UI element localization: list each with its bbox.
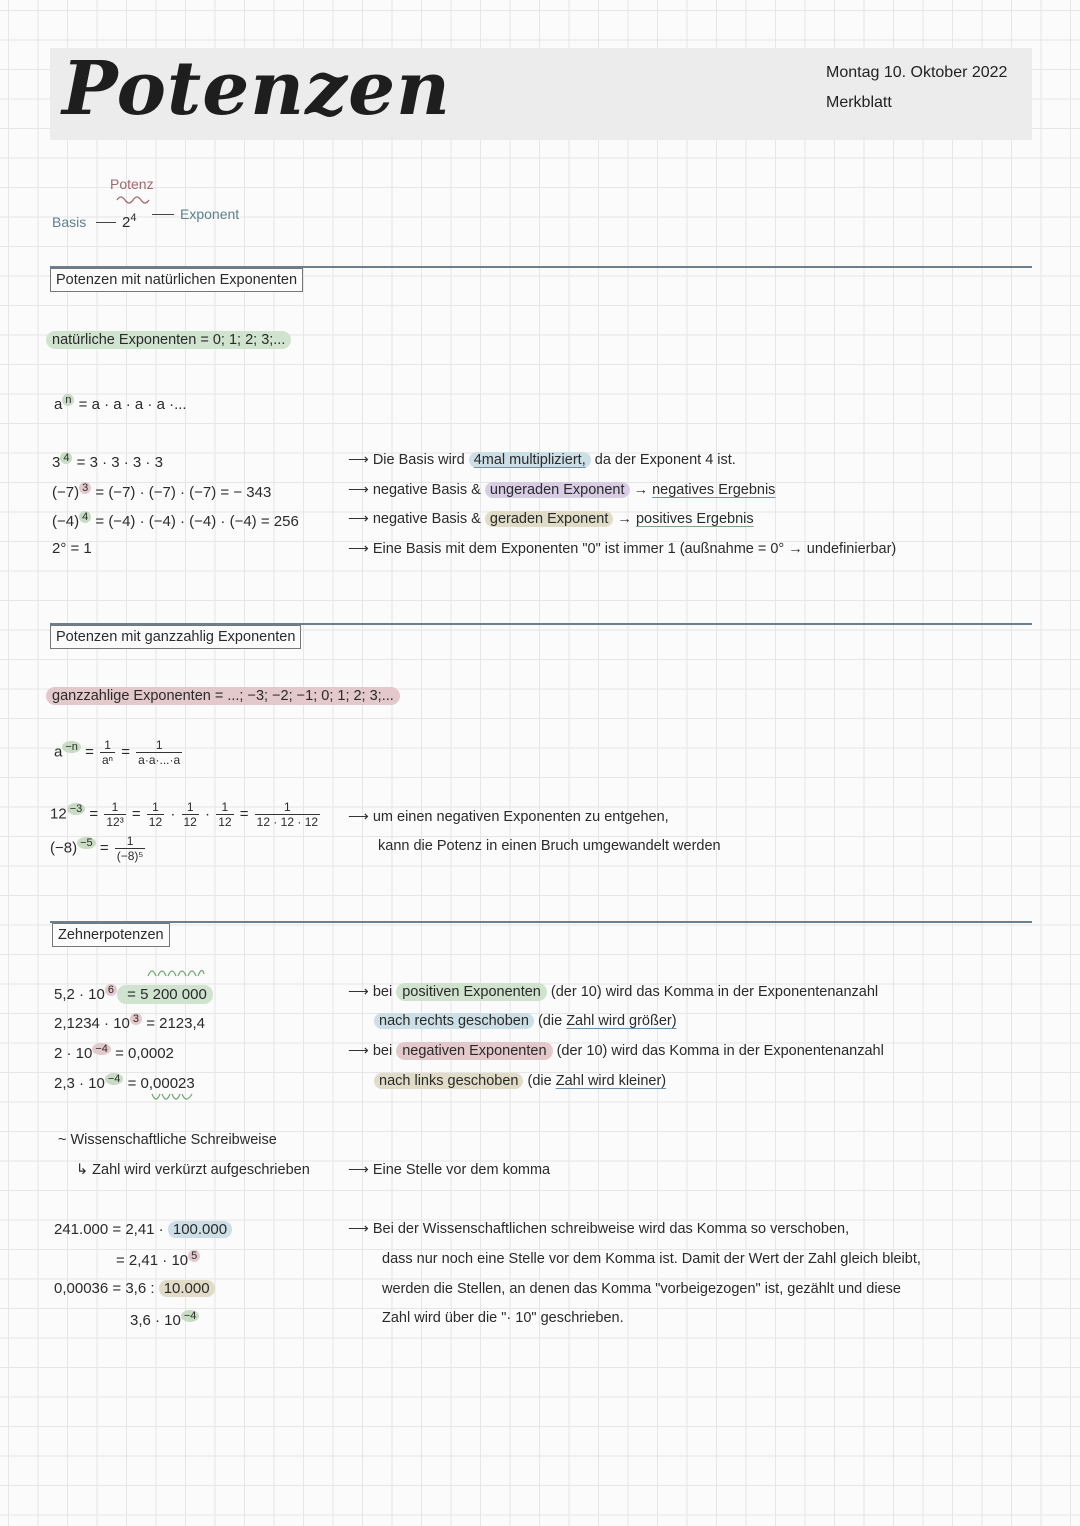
ex3-rest: = (−4) · (−4) · (−4) · (−4) = 256 bbox=[91, 513, 299, 530]
comma-shift-right-icon bbox=[146, 964, 206, 978]
sci-calc-1 bbox=[54, 1221, 232, 1238]
diagram-term bbox=[122, 212, 136, 231]
frac-num: 1 bbox=[100, 738, 115, 753]
frac-num: 1 bbox=[104, 800, 125, 815]
zehner-1 bbox=[54, 984, 213, 1003]
sci-arrow-note bbox=[348, 1162, 550, 1178]
c1-hl: 100.000 bbox=[168, 1221, 232, 1238]
note-1-b: da der Exponent 4 ist. bbox=[594, 452, 736, 468]
zn3-b: (der 10) wird das Komma in der Exponentenanzahl bbox=[556, 1043, 884, 1059]
frac-den: 12 bbox=[183, 815, 197, 829]
note-3 bbox=[348, 511, 754, 527]
ex2-rest: = (−7) · (−7) · (−7) = − 343 bbox=[91, 484, 272, 501]
ex2-2-exp: −5 bbox=[77, 837, 96, 849]
z1-b: = 5 200 000 bbox=[117, 985, 213, 1004]
basis-connector bbox=[96, 222, 116, 223]
right-arrow-icon: ⟶ bbox=[348, 1221, 369, 1237]
ex3-base: (−4) bbox=[52, 513, 80, 530]
note-3-hl: geraden Exponent bbox=[485, 511, 614, 527]
zn4-a: (die bbox=[527, 1073, 552, 1089]
date: Montag 10. Oktober 2022 bbox=[826, 64, 1008, 81]
zn3-hl: negativen Exponenten bbox=[396, 1042, 552, 1060]
zehner-2 bbox=[54, 1013, 205, 1032]
zn2-a: (die bbox=[537, 1013, 563, 1029]
right-arrow-icon: ⟶ bbox=[348, 809, 369, 825]
note-1 bbox=[348, 452, 736, 468]
ex2-1-frac-d bbox=[216, 800, 233, 829]
zn3-a: bei bbox=[372, 1043, 393, 1059]
right-arrow-icon: ⟶ bbox=[348, 482, 369, 498]
note2-1-text: um einen negativen Exponenten zu entgehen, bbox=[372, 809, 669, 825]
ex2-1-exp: −3 bbox=[67, 803, 86, 815]
rule-integer: a $^{-n}$ = $\frac{1}{\text{aⁿ}}$ = $\frac{1}{a\cdot a\cdot...\cdot a}$ bbox=[54, 738, 181, 767]
rule-base: a bbox=[54, 396, 63, 413]
z2-a: 2,1234 · 10 bbox=[54, 1015, 130, 1032]
zehner-note-2 bbox=[374, 1013, 677, 1029]
right-arrow-icon: ⟶ bbox=[348, 541, 369, 557]
z1-a: 5,2 · 10 bbox=[54, 986, 105, 1003]
note-1-hl: 4mal multipliziert, bbox=[469, 452, 591, 468]
definition-integer bbox=[46, 688, 400, 704]
z4-exp: −4 bbox=[105, 1073, 124, 1085]
note-3-b: → bbox=[617, 511, 632, 527]
rule2-frac-1 bbox=[100, 738, 115, 767]
comma-shift-left-icon bbox=[150, 1092, 196, 1106]
frac-den: 12 bbox=[148, 815, 163, 829]
example-4: 2° = 1 bbox=[52, 540, 92, 557]
wave-icon bbox=[116, 194, 152, 204]
diagram-exp: 4 bbox=[130, 212, 137, 224]
note2-1 bbox=[348, 809, 669, 825]
zn1-b: (der 10) wird das Komma in der Exponentenanzahl bbox=[550, 984, 879, 1000]
ex2-1-frac-e bbox=[255, 800, 320, 829]
c4-a: 3,6 · 10 bbox=[130, 1312, 181, 1329]
right-arrow-icon: ⟶ bbox=[348, 984, 369, 1000]
zehner-note-3 bbox=[348, 1043, 884, 1059]
frac-num: 1 bbox=[136, 738, 182, 753]
c4-exp: −4 bbox=[181, 1310, 200, 1322]
zehner-note-1 bbox=[348, 984, 878, 1000]
explain-2: dass nur noch eine Stelle vor dem Komma ist. Damit der Wert der Zahl gleich bleibt, bbox=[382, 1251, 921, 1267]
ex3-exp: 4 bbox=[79, 511, 91, 523]
sci-sub: ↳ Zahl wird verkürzt aufgeschrieben bbox=[76, 1162, 310, 1178]
z2-b: = 2123,4 bbox=[142, 1015, 206, 1032]
z3-exp: −4 bbox=[92, 1043, 111, 1055]
z3-b: = 0,0002 bbox=[110, 1045, 174, 1062]
frac-den: aⁿ bbox=[102, 753, 114, 767]
c3-a: 0,00036 = 3,6 : bbox=[54, 1280, 155, 1297]
sci-arrow-note-text: Eine Stelle vor dem komma bbox=[372, 1162, 551, 1178]
note-2-a: negative Basis & bbox=[372, 482, 481, 498]
frac-num: 1 bbox=[115, 834, 146, 849]
example-2 bbox=[52, 482, 271, 501]
sci-calc-4 bbox=[130, 1310, 199, 1329]
zehner-note-4 bbox=[374, 1073, 666, 1089]
ex2-exp: 3 bbox=[79, 482, 91, 494]
definition-natural-text: natürliche Exponenten = 0; 1; 2; 3;... bbox=[46, 331, 291, 349]
note2-2: kann die Potenz in einen Bruch umgewandelt werden bbox=[378, 838, 721, 854]
ex2-2-base: (−8) bbox=[50, 839, 78, 857]
z1-exp: 6 bbox=[105, 984, 117, 996]
rule2-base: a bbox=[54, 743, 63, 761]
label-potenz: Potenz bbox=[110, 176, 154, 192]
z4-a: 2,3 · 10 bbox=[54, 1075, 105, 1092]
rule-rest: = a · a · a · a ·... bbox=[74, 396, 187, 413]
z4-b: = 0,00023 bbox=[123, 1075, 195, 1092]
frac-num: 1 bbox=[182, 800, 199, 815]
ex1-exp: 4 bbox=[60, 452, 72, 464]
example-1 bbox=[52, 452, 163, 471]
note-2-hl: ungeraden Exponent bbox=[485, 482, 630, 498]
label-basis: Basis bbox=[52, 214, 87, 230]
exponent-connector bbox=[152, 214, 174, 215]
zn4-ul: Zahl wird kleiner) bbox=[555, 1073, 667, 1089]
definition-integer-text: ganzzahlige Exponenten = ...; −3; −2; −1; 0; 1; 2; 3;... bbox=[46, 687, 400, 705]
section-heading-3: Zehnerpotenzen bbox=[52, 923, 170, 947]
note-4 bbox=[348, 541, 896, 557]
frac-den: (−8)⁵ bbox=[116, 849, 144, 863]
section-heading-2: Potenzen mit ganzzahlig Exponenten bbox=[50, 625, 301, 649]
section-heading-1: Potenzen mit natürlichen Exponenten bbox=[50, 268, 303, 292]
note-1-a: Die Basis wird bbox=[372, 452, 465, 468]
definition-natural bbox=[46, 332, 291, 348]
ex2-1-frac-a bbox=[104, 800, 125, 829]
ex2-1-base: 12 bbox=[50, 805, 67, 823]
explain-4: Zahl wird über die "· 10" geschrieben. bbox=[382, 1310, 624, 1326]
frac-num: 1 bbox=[255, 800, 320, 815]
frac-num: 1 bbox=[147, 800, 164, 815]
frac-num: 1 bbox=[216, 800, 233, 815]
right-arrow-icon: ⟶ bbox=[348, 452, 369, 468]
sci-calc-3 bbox=[54, 1280, 215, 1297]
note-2-b: → bbox=[633, 482, 649, 498]
right-arrow-icon: ⟶ bbox=[348, 1162, 369, 1178]
frac-den: 12 · 12 · 12 bbox=[256, 815, 319, 829]
c3-hl: 10.000 bbox=[159, 1280, 215, 1297]
explain-3: werden die Stellen, an denen das Komma "vorbeigezogen" ist, gezählt und diese bbox=[382, 1281, 901, 1297]
zn1-hl: positiven Exponenten bbox=[396, 983, 547, 1001]
right-arrow-icon: ⟶ bbox=[348, 511, 369, 527]
note-3-a: negative Basis & bbox=[372, 511, 481, 527]
z3-a: 2 · 10 bbox=[54, 1045, 93, 1062]
note-2 bbox=[348, 482, 775, 498]
note-2-c: negatives Ergebnis bbox=[652, 482, 776, 498]
z2-exp: 3 bbox=[130, 1013, 142, 1025]
ex1-rest: = 3 · 3 · 3 · 3 bbox=[72, 454, 163, 471]
frac-den: a·a·...·a bbox=[138, 753, 181, 767]
frac-den: 12³ bbox=[106, 815, 124, 829]
note-4-text: Eine Basis mit dem Exponenten "0" ist immer 1 (außnahme = 0° → undefinierbar) bbox=[372, 541, 897, 557]
explain-1-text: Bei der Wissenschaftlichen schreibweise wird das Komma so verschoben, bbox=[372, 1221, 850, 1237]
explain-1 bbox=[348, 1221, 849, 1237]
rule2-exp: −n bbox=[62, 741, 81, 753]
example2-2: (−8) $^{-5}$ = $\frac{1}{\text{(−8)⁵}}$ bbox=[50, 834, 144, 863]
sci-label: ~ Wissenschaftliche Schreibweise bbox=[58, 1132, 277, 1148]
c1-a: 241.000 = 2,41 · bbox=[54, 1221, 164, 1238]
note-3-c: positives Ergebnis bbox=[635, 511, 754, 527]
c2-a: = 2,41 · 10 bbox=[116, 1252, 189, 1269]
rule-natural bbox=[54, 394, 187, 413]
ex2-base: (−7) bbox=[52, 484, 80, 501]
sci-calc-2 bbox=[116, 1250, 200, 1269]
zn1-a: bei bbox=[372, 984, 393, 1000]
diagram-base: 2 bbox=[122, 214, 131, 231]
right-arrow-icon: ⟶ bbox=[348, 1043, 369, 1059]
zn2-ul: Zahl wird größer) bbox=[566, 1013, 677, 1029]
page-title: Potenzen bbox=[62, 46, 451, 132]
ex2-1-frac-c bbox=[182, 800, 199, 829]
ex2-2-frac bbox=[115, 834, 146, 863]
ex1-base: 3 bbox=[52, 454, 61, 471]
rule-exp: n bbox=[62, 394, 74, 406]
label-exponent: Exponent bbox=[180, 206, 240, 222]
zehner-3 bbox=[54, 1043, 174, 1062]
zehner-4 bbox=[54, 1073, 195, 1092]
rule2-frac-2 bbox=[136, 738, 182, 767]
example-3 bbox=[52, 511, 299, 530]
ex2-1-frac-b bbox=[147, 800, 164, 829]
c2-exp: 5 bbox=[188, 1250, 200, 1262]
zn4-hl: nach links geschoben bbox=[374, 1073, 523, 1089]
section-rule-3 bbox=[50, 921, 1032, 923]
zn2-hl: nach rechts geschoben bbox=[374, 1013, 534, 1029]
subtitle: Merkblatt bbox=[826, 94, 892, 111]
example2-1: 12 $^{-3}$ = $\frac{1}{\text{12³}}$ = $\frac{1}{12}$ · $\frac{1}{12}$ · $\frac{1}{12}$ = $\frac{1}{12 \cdot 12 \cdot 12}$ bbox=[50, 800, 319, 829]
frac-den: 12 bbox=[218, 815, 232, 829]
